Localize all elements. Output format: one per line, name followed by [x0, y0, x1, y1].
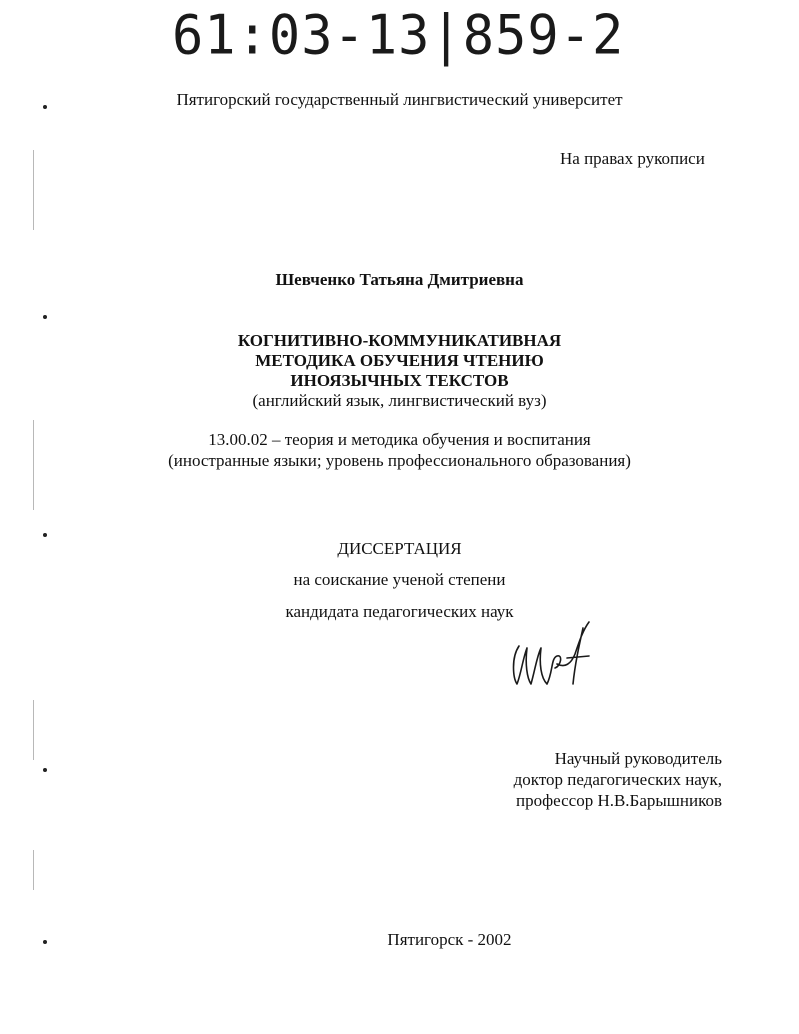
specialty-line: (иностранные языки; уровень профессионального образования): [168, 451, 631, 470]
degree-line: на соискание ученой степени: [293, 570, 506, 589]
title-line: КОГНИТИВНО-КОММУНИКАТИВНАЯ: [237, 331, 562, 350]
scan-speck: [43, 768, 47, 772]
title-line: ИНОЯЗЫЧНЫХ ТЕКСТОВ: [290, 371, 509, 390]
supervisor-line: профессор Н.В.Барышников: [516, 791, 722, 810]
place-year: Пятигорск - 2002: [387, 930, 512, 949]
document-type: ДИССЕРТАЦИЯ: [337, 539, 462, 558]
signature: [505, 618, 595, 690]
supervisor-line: Научный руководитель: [554, 749, 722, 768]
scan-edge-line: [33, 850, 34, 890]
specialty-line: 13.00.02 – теория и методика обучения и воспитания: [208, 430, 591, 449]
title-line: МЕТОДИКА ОБУЧЕНИЯ ЧТЕНИЮ: [255, 351, 544, 370]
university-name: Пятигорский государственный лингвистический университет: [176, 90, 623, 109]
scan-edge-line: [33, 150, 34, 230]
archive-stamp: 61:03-13|859-2: [172, 4, 625, 67]
scan-speck: [43, 315, 47, 319]
subtitle: (английский язык, лингвистический вуз): [252, 391, 547, 410]
author-name: Шевченко Татьяна Дмитриевна: [275, 270, 524, 289]
scan-edge-line: [33, 700, 34, 760]
scan-speck: [43, 533, 47, 537]
rights-note: На правах рукописи: [560, 149, 705, 168]
degree-line: кандидата педагогических наук: [285, 602, 514, 621]
supervisor-line: доктор педагогических наук,: [513, 770, 722, 789]
